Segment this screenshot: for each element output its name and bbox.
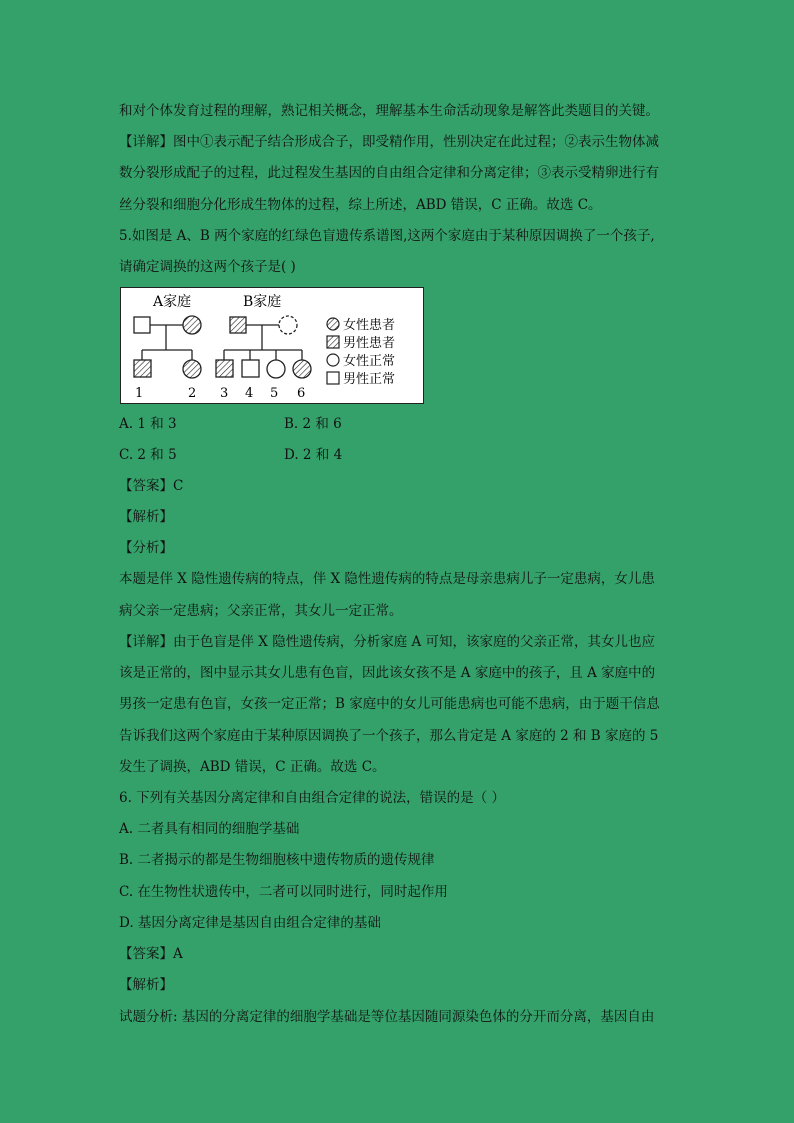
legend-male-affected: 男性患者	[343, 336, 396, 351]
family-a-label: A家庭	[153, 294, 192, 310]
analysis-heading: 【解析】	[119, 977, 173, 993]
answer-label: 【答案】C	[119, 478, 184, 494]
female-unknown-symbol	[279, 316, 297, 334]
text-line: 发生了调换，ABD 错误，C 正确。故选 C。	[119, 759, 386, 775]
option-b: B. 二者揭示的都是生物细胞核中遗传物质的遗传规律	[119, 852, 435, 868]
analysis-subheading: 【分析】	[119, 540, 173, 556]
text-line: 丝分裂和细胞分化形成生物体的过程，综上所述，ABD 错误，C 正确。故选 C。	[119, 197, 602, 213]
child-number: 5	[270, 386, 279, 401]
legend-female-normal: 女性正常	[343, 354, 396, 369]
answer-label: 【答案】A	[119, 946, 183, 962]
text-line: 本题是伴 X 隐性遗传病的特点，伴 X 隐性遗传病的特点是母亲患病儿子一定患病，女儿患	[119, 571, 655, 587]
text-line: 病父亲一定患病；父亲正常，其女儿一定正常。	[119, 603, 403, 619]
option-c: C. 2 和 5	[119, 447, 177, 463]
child-number: 3	[220, 386, 229, 401]
question-5-line: 5.如图是 A、B 两个家庭的红绿色盲遗传系谱图,这两个家庭由于某种原因调换了一个孩子,	[119, 228, 655, 244]
male-affected-symbol	[134, 360, 151, 377]
option-c: C. 在生物性状遗传中，二者可以同时进行，同时起作用	[119, 884, 448, 900]
question-5-line: 请确定调换的这两个孩子是( )	[119, 259, 296, 275]
option-a: A. 二者具有相同的细胞学基础	[119, 821, 300, 837]
female-affected-symbol	[183, 360, 201, 378]
text-line: 告诉我们这两个家庭由于某种原因调换了一个孩子，那么肯定是 A 家庭的 2 和 B 家庭的 5	[119, 728, 659, 744]
male-affected-symbol	[216, 360, 233, 377]
female-affected-symbol	[293, 360, 311, 378]
option-b: B. 2 和 6	[284, 416, 342, 432]
text-line: 男孩一定患有色盲，女孩一定正常；B 家庭中的女儿可能患病也可能不患病，由于题干信息	[119, 696, 660, 712]
pedigree-figure	[120, 287, 424, 404]
text-line: 数分裂形成配子的过程，此过程发生基因的自由组合定律和分离定律；③表示受精卵进行有	[119, 165, 659, 181]
child-number: 6	[297, 386, 306, 401]
option-d: D. 基因分离定律是基因自由组合定律的基础	[119, 915, 381, 931]
female-affected-symbol	[183, 316, 201, 334]
family-b-label: B家庭	[243, 294, 282, 310]
text-line: 该是正常的，图中显示其女儿患有色盲，因此该女孩不是 A 家庭中的孩子，且 A 家庭中的	[119, 665, 656, 681]
male-normal-symbol	[134, 317, 150, 333]
child-number: 4	[245, 386, 254, 401]
legend-male-normal-icon	[327, 372, 339, 384]
text-line: 和对个体发育过程的理解，熟记相关概念，理解基本生命活动现象是解答此类题目的关键。	[119, 103, 659, 119]
child-number: 1	[135, 386, 144, 401]
male-normal-symbol	[242, 360, 259, 377]
question-6-line: 6. 下列有关基因分离定律和自由组合定律的说法，错误的是（ ）	[119, 790, 505, 806]
child-number: 2	[188, 386, 197, 401]
male-affected-symbol	[230, 317, 246, 333]
legend-male-affected-icon	[327, 336, 339, 348]
text-line: 试题分析: 基因的分离定律的细胞学基础是等位基因随同源染色体的分开而分离，基因自由	[119, 1009, 655, 1025]
legend-female-normal-icon	[327, 354, 339, 366]
text-line: 【详解】图中①表示配子结合形成合子，即受精作用，性别决定在此过程；②表示生物体减	[119, 134, 659, 150]
female-normal-symbol	[267, 360, 285, 378]
option-d: D. 2 和 4	[284, 447, 343, 463]
option-a: A. 1 和 3	[119, 416, 177, 432]
text-line: 【详解】由于色盲是伴 X 隐性遗传病，分析家庭 A 可知，该家庭的父亲正常，其女儿也应	[119, 634, 656, 650]
legend-male-normal: 男性正常	[343, 372, 396, 387]
legend-female-affected: 女性患者	[343, 318, 396, 333]
analysis-heading: 【解析】	[119, 509, 173, 525]
legend-female-affected-icon	[327, 318, 339, 330]
